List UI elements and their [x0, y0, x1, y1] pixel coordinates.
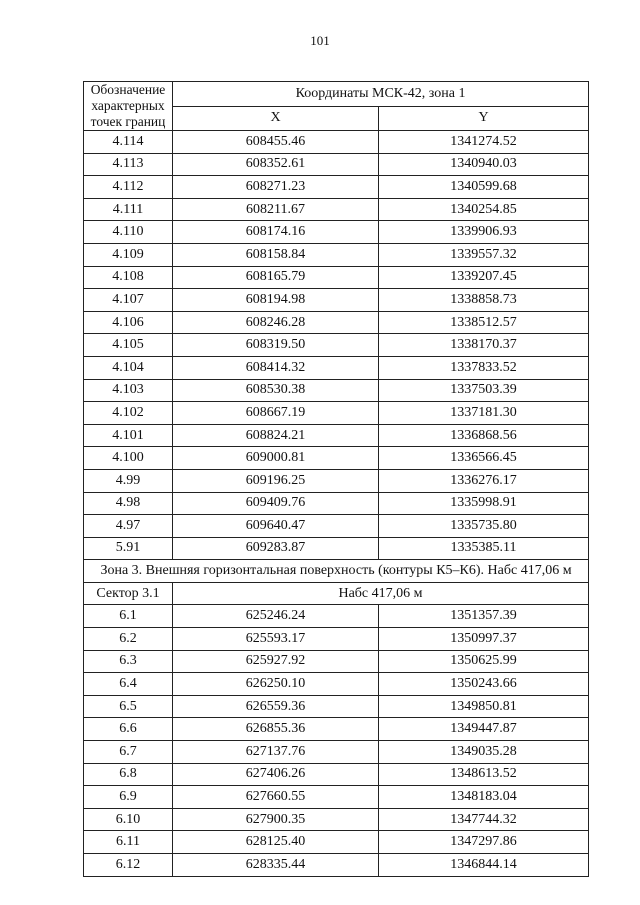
- x-coordinate-cell: 608211.67: [173, 198, 379, 221]
- point-cell: 4.110: [84, 221, 173, 244]
- x-column-header: X: [173, 106, 379, 131]
- table-row: [84, 356, 589, 379]
- x-coordinate-cell: 608194.98: [173, 289, 379, 312]
- x-coordinate-cell: 627660.55: [173, 786, 379, 809]
- table-row: [84, 831, 589, 854]
- point-designation-header: [84, 82, 173, 131]
- table-row: [84, 153, 589, 176]
- point-cell: 4.111: [84, 198, 173, 221]
- table-row: [84, 424, 589, 447]
- point-cell: 4.113: [84, 153, 173, 176]
- y-coordinate-cell: 1338858.73: [379, 289, 589, 312]
- x-coordinate-cell: 608319.50: [173, 334, 379, 357]
- x-coordinate-cell: 608667.19: [173, 402, 379, 425]
- table-row: [84, 695, 589, 718]
- point-cell: 6.2: [84, 628, 173, 651]
- table-row: [84, 605, 589, 628]
- x-coordinate-cell: 609283.87: [173, 537, 379, 560]
- x-coordinate-cell: 627137.76: [173, 741, 379, 764]
- y-coordinate-cell: 1335735.80: [379, 515, 589, 538]
- y-coordinate-cell: 1336566.45: [379, 447, 589, 470]
- table-row: [84, 854, 589, 877]
- x-coordinate-cell: 609640.47: [173, 515, 379, 538]
- x-coordinate-cell: 609409.76: [173, 492, 379, 515]
- x-coordinate-cell: 608352.61: [173, 153, 379, 176]
- coordinate-system-header: Координаты МСК-42, зона 1: [173, 82, 589, 107]
- x-coordinate-cell: 625927.92: [173, 650, 379, 673]
- table-row: [84, 808, 589, 831]
- table-row: [84, 763, 589, 786]
- y-coordinate-cell: 1340599.68: [379, 176, 589, 199]
- point-cell: 4.103: [84, 379, 173, 402]
- zone-3-title: Зона 3. Внешняя горизонтальная поверхность (контуры К5–К6). Набс 417,06 м: [84, 560, 589, 583]
- point-cell: 4.104: [84, 356, 173, 379]
- point-cell: 6.12: [84, 854, 173, 877]
- point-cell: 6.5: [84, 695, 173, 718]
- y-coordinate-cell: 1337833.52: [379, 356, 589, 379]
- y-coordinate-cell: 1336868.56: [379, 424, 589, 447]
- y-coordinate-cell: 1338512.57: [379, 311, 589, 334]
- y-coordinate-cell: 1347744.32: [379, 808, 589, 831]
- coordinates-table: [83, 81, 589, 877]
- table-row: [84, 628, 589, 651]
- table-row: [84, 741, 589, 764]
- point-cell: 4.107: [84, 289, 173, 312]
- point-cell: 4.97: [84, 515, 173, 538]
- sector-height: Набс 417,06 м: [173, 582, 589, 605]
- y-coordinate-cell: 1349447.87: [379, 718, 589, 741]
- point-cell: 6.10: [84, 808, 173, 831]
- table-row: [84, 447, 589, 470]
- table-row: [84, 243, 589, 266]
- table-row: [84, 537, 589, 560]
- zone-title-row: [84, 560, 589, 583]
- x-coordinate-cell: 625246.24: [173, 605, 379, 628]
- y-coordinate-cell: 1351357.39: [379, 605, 589, 628]
- y-coordinate-cell: 1336276.17: [379, 469, 589, 492]
- table-row: [84, 492, 589, 515]
- x-coordinate-cell: 627406.26: [173, 763, 379, 786]
- x-coordinate-cell: 608271.23: [173, 176, 379, 199]
- x-coordinate-cell: 625593.17: [173, 628, 379, 651]
- point-cell: 4.101: [84, 424, 173, 447]
- x-coordinate-cell: 609000.81: [173, 447, 379, 470]
- table-row: [84, 515, 589, 538]
- y-coordinate-cell: 1337503.39: [379, 379, 589, 402]
- point-cell: 6.9: [84, 786, 173, 809]
- y-coordinate-cell: 1350625.99: [379, 650, 589, 673]
- y-coordinate-cell: 1338170.37: [379, 334, 589, 357]
- point-cell: 4.109: [84, 243, 173, 266]
- table-row: [84, 176, 589, 199]
- y-coordinate-cell: 1349035.28: [379, 741, 589, 764]
- y-coordinate-cell: 1337181.30: [379, 402, 589, 425]
- x-coordinate-cell: 626855.36: [173, 718, 379, 741]
- y-coordinate-cell: 1347297.86: [379, 831, 589, 854]
- y-coordinate-cell: 1340254.85: [379, 198, 589, 221]
- point-cell: 4.106: [84, 311, 173, 334]
- point-cell: 6.7: [84, 741, 173, 764]
- point-cell: 4.105: [84, 334, 173, 357]
- point-cell: 6.4: [84, 673, 173, 696]
- header-label-line: точек границ: [90, 114, 166, 129]
- y-coordinate-cell: 1346844.14: [379, 854, 589, 877]
- y-coordinate-cell: 1339906.93: [379, 221, 589, 244]
- point-cell: 4.100: [84, 447, 173, 470]
- point-cell: 4.114: [84, 131, 173, 154]
- table-row: [84, 379, 589, 402]
- header-label-line: характерных: [91, 98, 165, 113]
- x-coordinate-cell: 626559.36: [173, 695, 379, 718]
- x-coordinate-cell: 608165.79: [173, 266, 379, 289]
- x-coordinate-cell: 609196.25: [173, 469, 379, 492]
- point-cell: 6.6: [84, 718, 173, 741]
- point-cell: 4.98: [84, 492, 173, 515]
- x-coordinate-cell: 608158.84: [173, 243, 379, 266]
- table-row: [84, 221, 589, 244]
- x-coordinate-cell: 608246.28: [173, 311, 379, 334]
- y-coordinate-cell: 1349850.81: [379, 695, 589, 718]
- table-body: [84, 82, 589, 877]
- table-row: [84, 673, 589, 696]
- table-row: [84, 334, 589, 357]
- header-label-line: Обозначение: [90, 82, 166, 97]
- table-row: [84, 311, 589, 334]
- table-row: [84, 198, 589, 221]
- y-column-header: Y: [379, 106, 589, 131]
- table-row: [84, 289, 589, 312]
- x-coordinate-cell: 608455.46: [173, 131, 379, 154]
- x-coordinate-cell: 628125.40: [173, 831, 379, 854]
- x-coordinate-cell: 608414.32: [173, 356, 379, 379]
- x-coordinate-cell: 628335.44: [173, 854, 379, 877]
- x-coordinate-cell: 608530.38: [173, 379, 379, 402]
- point-cell: 6.3: [84, 650, 173, 673]
- y-coordinate-cell: 1339557.32: [379, 243, 589, 266]
- y-coordinate-cell: 1335998.91: [379, 492, 589, 515]
- x-coordinate-cell: 626250.10: [173, 673, 379, 696]
- point-cell: 4.102: [84, 402, 173, 425]
- table-row: [84, 718, 589, 741]
- y-coordinate-cell: 1350243.66: [379, 673, 589, 696]
- table-row: [84, 266, 589, 289]
- point-cell: 4.108: [84, 266, 173, 289]
- table-row: [84, 650, 589, 673]
- y-coordinate-cell: 1348183.04: [379, 786, 589, 809]
- y-coordinate-cell: 1341274.52: [379, 131, 589, 154]
- x-coordinate-cell: 608174.16: [173, 221, 379, 244]
- point-cell: 6.1: [84, 605, 173, 628]
- y-coordinate-cell: 1340940.03: [379, 153, 589, 176]
- point-cell: 4.112: [84, 176, 173, 199]
- y-coordinate-cell: 1339207.45: [379, 266, 589, 289]
- point-cell: 5.91: [84, 537, 173, 560]
- point-cell: 6.11: [84, 831, 173, 854]
- point-cell: 6.8: [84, 763, 173, 786]
- x-coordinate-cell: 627900.35: [173, 808, 379, 831]
- y-coordinate-cell: 1348613.52: [379, 763, 589, 786]
- page-number: 101: [310, 33, 330, 48]
- x-coordinate-cell: 608824.21: [173, 424, 379, 447]
- y-coordinate-cell: 1335385.11: [379, 537, 589, 560]
- point-cell: 4.99: [84, 469, 173, 492]
- table-row: [84, 131, 589, 154]
- sector-row: [84, 582, 589, 605]
- sector-label: Сектор 3.1: [84, 582, 173, 605]
- table-row: [84, 402, 589, 425]
- table-row: [84, 469, 589, 492]
- table-row: [84, 786, 589, 809]
- y-coordinate-cell: 1350997.37: [379, 628, 589, 651]
- header-row-1: [84, 82, 589, 107]
